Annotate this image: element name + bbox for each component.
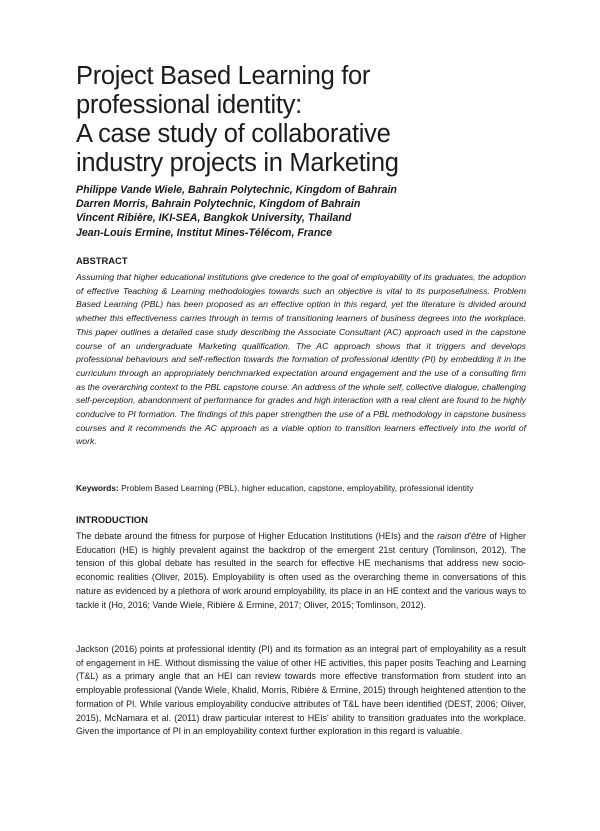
title-line: A case study of collaborative [76, 120, 391, 148]
para1-text-before: The debate around the fitness for purpose of Higher Education Institutions (HEIs) and the [76, 531, 438, 541]
introduction-paragraph-2: Jackson (2016) points at professional identity (PI) and its formation as an integral part of employability as a result of engagement in HE. Without dismissing the value of other HE activities, this paper posits Teaching and Learning (T&L) as a primary angle that an HEI can review towards more effective transformation from student into an employable professional (Vande Wiele, Khalid, Morris, Ribière & Ermine, 2015) through heightened attention to the formation of PI. While various employability conducive attributes of T&L have been identified (DEST, 2006; Oliver, 2015), McNamara et al. (2011) draw particular interest to HEIs' ability to transition graduates into the workplace. Given the importance of PI in an employability context further exploration in this regard is valuable. [76, 644, 526, 737]
abstract-text: Assuming that higher educational institutions give credence to the goal of employability of its graduates, the adoption of effective Teaching & Learning methodologies towards such an objective is vital to its purposefulness. Problem Based Learning (PBL) has been proposed as an effective option in this regard, yet the literature is divided around whether this effectiveness carries through in terms of transitioning learners of business degrees into the workplace. This paper outlines a detailed case study describing the Associate Consultant (AC) approach used in the capstone course of an undergraduate Marketing qualification. The AC approach shows that it triggers and develops professional behaviours and self-reflection towards the formation of professional identity (PI) by embedding it in the curriculum through an appropriately benchmarked expectation around engagement and the use of a consulting firm as the overarching context to the PBL capstone course. An address of the whole self, collective dialogue, challenging self-perception, abandonment of performance for grades and high interaction with a real client are found to be highly conducive to PI formation. The findings of this paper strengthen the use of a PBL methodology in capstone business courses and it recommends the AC approach as a viable option to transition learners effectively into the world of work. [76, 272, 526, 447]
para1-italic-term: raison d'être [437, 531, 487, 541]
title-line: industry projects in Marketing [76, 149, 399, 177]
introduction-paragraph-1 [76, 530, 526, 612]
author-line: Philippe Vande Wiele, Bahrain Polytechnic, Kingdom of Bahrain [76, 184, 397, 196]
title-line: Project Based Learning for [76, 62, 371, 90]
author-line: Darren Morris, Bahrain Polytechnic, Kingdom of Bahrain [76, 198, 361, 211]
author-line: Jean-Louis Ermine, Institut Mines-Télécom, France [76, 226, 333, 239]
keywords-line [76, 482, 526, 494]
para1-text-after: of Higher Education (HE) is highly prevalent against the backdrop of the emergent 21st century (Tomlinson, 2012). The tension of this global debate has resulted in the search for effective HE mechanisms that address new socio-economic realities (Oliver, 2015). Employability is often used as the overarching theme in conversations of this nature as evidenced by a plethora of work around employability, its place in an HE context and the various ways to tackle it (Ho, 2016; Vande Wiele, Ribière & Ermine, 2017; Oliver, 2015; Tomlinson, 2012). [76, 531, 527, 610]
title-line: professional identity: [76, 91, 302, 119]
introduction-heading: INTRODUCTION [76, 514, 148, 525]
keywords-text: Problem Based Learning (PBL), higher education, capstone, employability, professional identity [118, 483, 474, 493]
paper-title [76, 62, 556, 178]
author-list [76, 183, 546, 240]
keywords-label: Keywords: [76, 483, 119, 493]
author-line: Vincent Ribière, IKI-SEA, Bangkok University, Thailand [76, 212, 352, 225]
abstract-heading: ABSTRACT [76, 255, 128, 266]
